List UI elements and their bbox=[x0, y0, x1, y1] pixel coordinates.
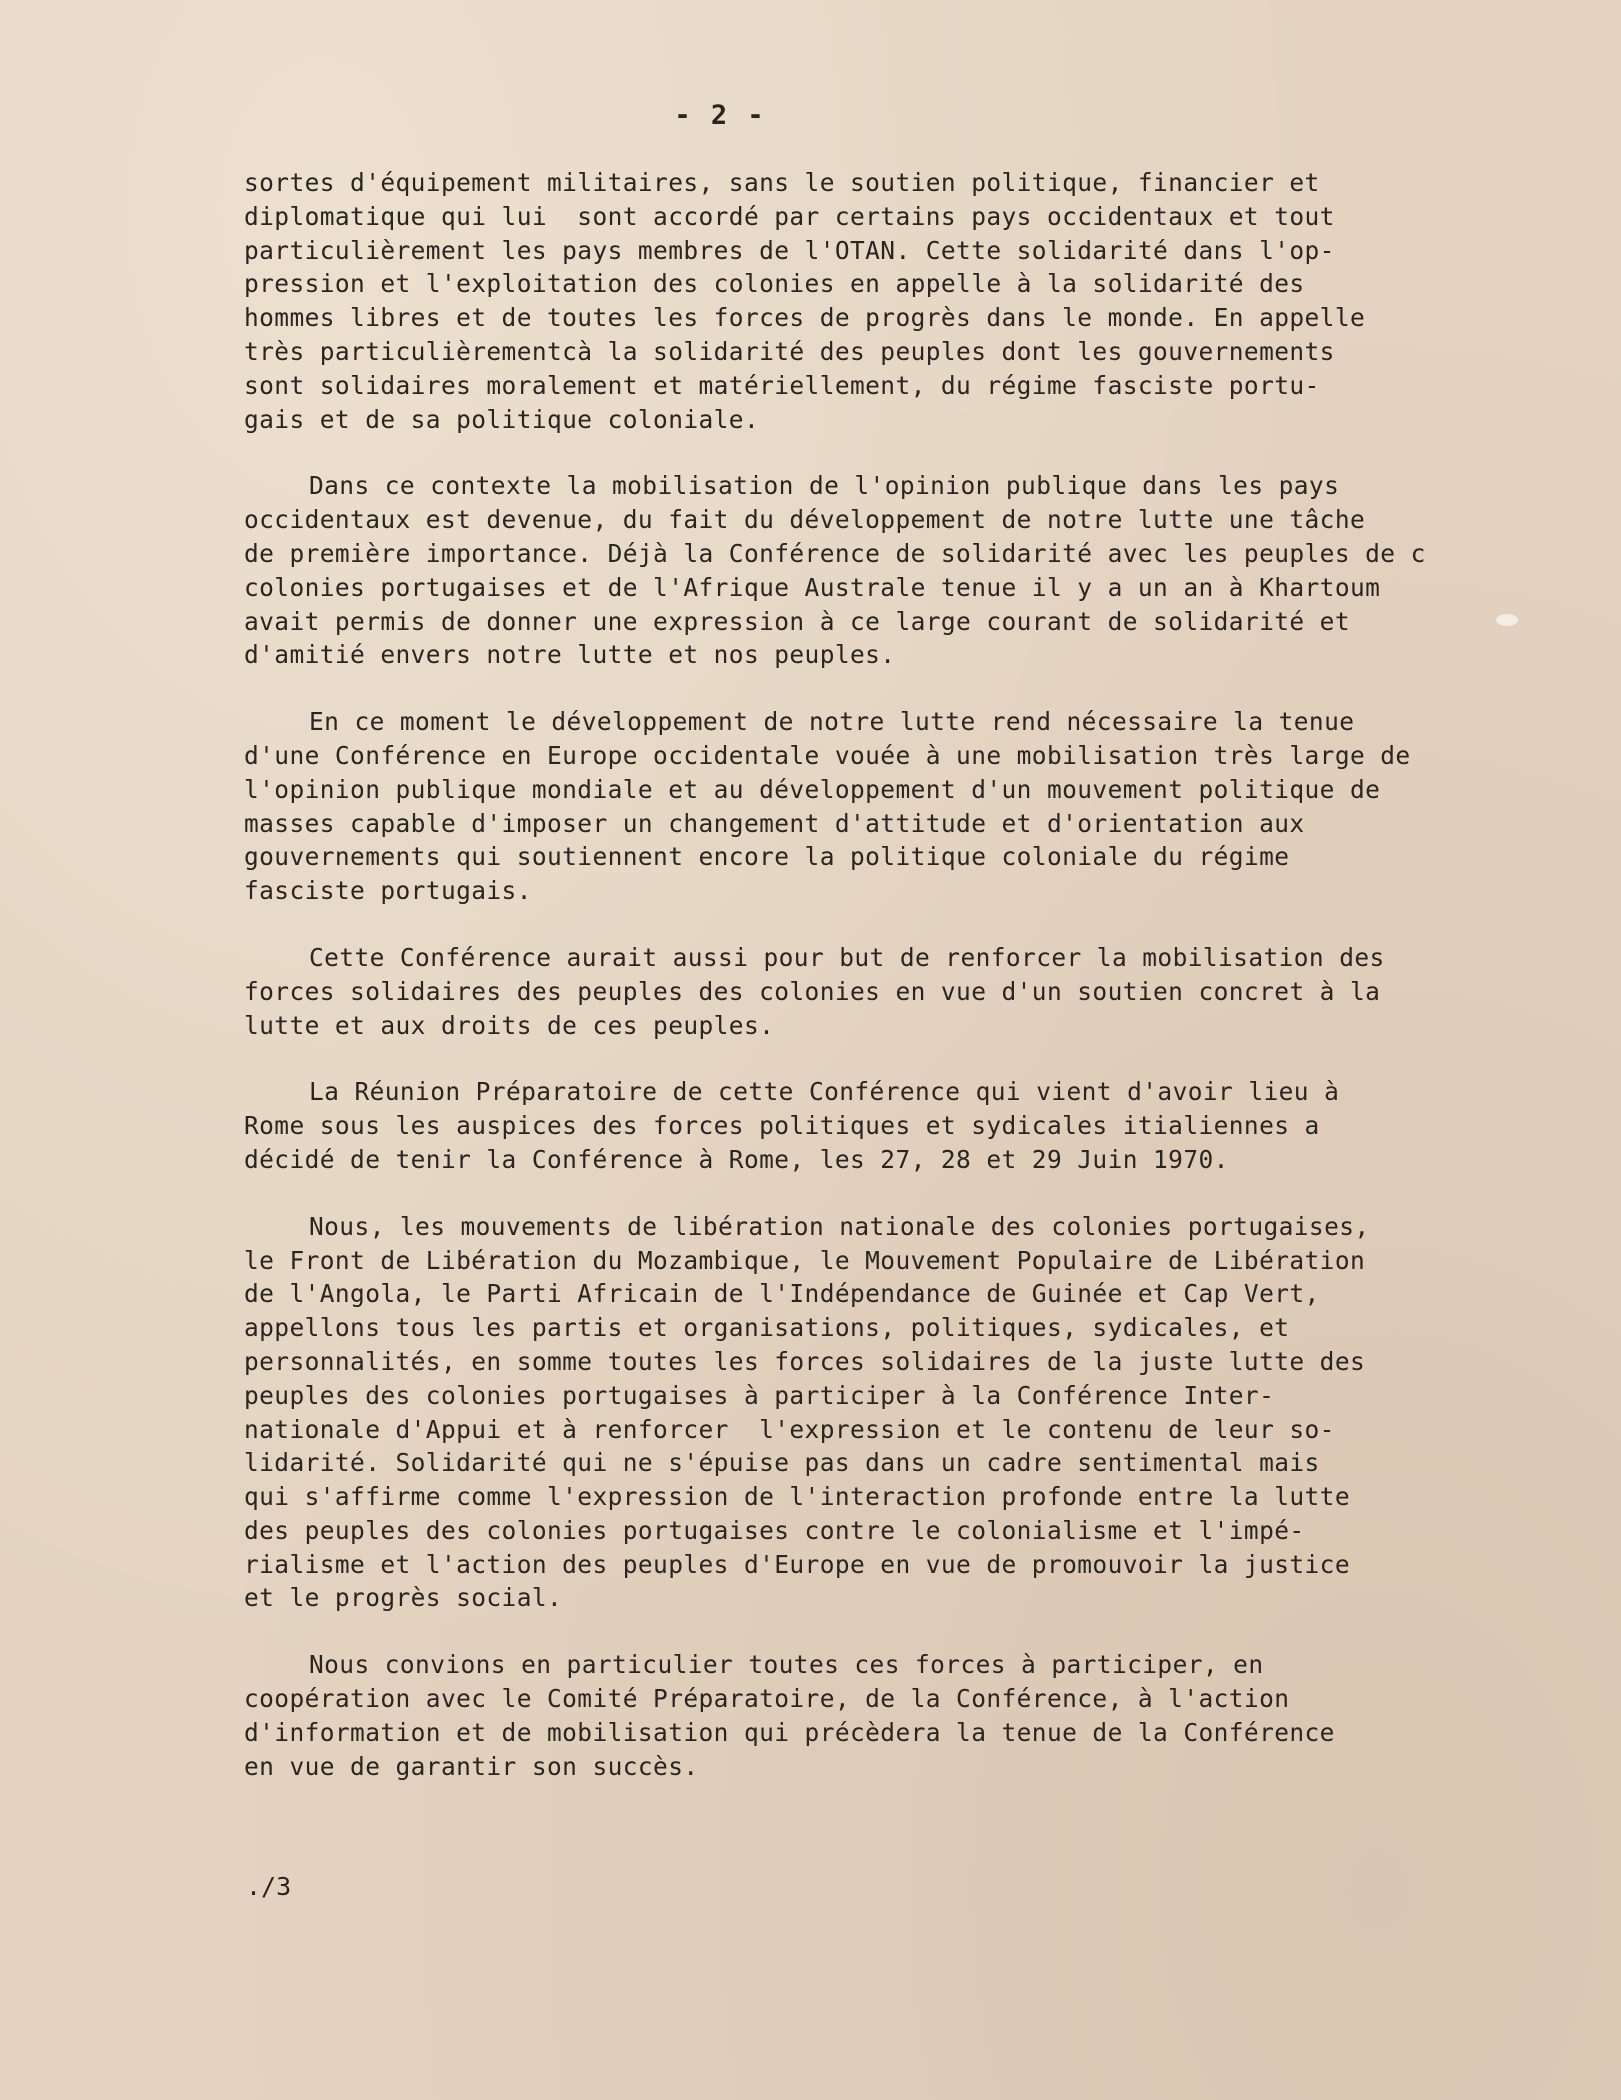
text-line: de l'Angola, le Parti Africain de l'Indépendance de Guinée et Cap Vert, bbox=[244, 1279, 1320, 1309]
text-line: diplomatique qui lui sont accordé par certains pays occidentaux et tout bbox=[244, 201, 1335, 231]
text-line: le Front de Libération du Mozambique, le Mouvement Populaire de Libération bbox=[244, 1245, 1366, 1275]
paper-blemish bbox=[1496, 614, 1518, 626]
text-line: Rome sous les auspices des forces politiques et sydicales itialiennes a bbox=[244, 1111, 1320, 1141]
text-line: colonies portugaises et de l'Afrique Australe tenue il y a un an à Khartoum bbox=[244, 572, 1381, 602]
text-line: Nous, les mouvements de libération nationale des colonies portugaises, bbox=[309, 1211, 1370, 1241]
text-line: avait permis de donner une expression à ce large courant de solidarité et bbox=[244, 606, 1350, 636]
text-line: qui s'affirme comme l'expression de l'interaction profonde entre la lutte bbox=[244, 1482, 1350, 1512]
text-line: occidentaux est devenue, du fait du développement de notre lutte une tâche bbox=[244, 505, 1366, 535]
paragraph bbox=[244, 1648, 1544, 1783]
paragraph bbox=[244, 1075, 1544, 1176]
text-line: Dans ce contexte la mobilisation de l'opinion publique dans les pays bbox=[309, 471, 1340, 501]
text-line: de première importance. Déjà la Conférence de solidarité avec les peuples de c bbox=[244, 538, 1426, 568]
text-line: très particulièrementcà la solidarité des peuples dont les gouvernements bbox=[244, 336, 1335, 366]
text-line: décidé de tenir la Conférence à Rome, les 27, 28 et 29 Juin 1970. bbox=[244, 1144, 1229, 1174]
text-line: sortes d'équipement militaires, sans le soutien politique, financier et bbox=[244, 168, 1320, 197]
text-line: sont solidaires moralement et matériellement, du régime fasciste portu- bbox=[244, 370, 1320, 400]
text-line: peuples des colonies portugaises à participer à la Conférence Inter- bbox=[244, 1380, 1275, 1410]
text-line: personnalités, en somme toutes les forces solidaires de la juste lutte des bbox=[244, 1346, 1366, 1376]
paragraph bbox=[244, 705, 1544, 908]
text-line: Nous convions en particulier toutes ces forces à participer, en bbox=[309, 1650, 1264, 1680]
text-line: gais et de sa politique coloniale. bbox=[244, 404, 760, 434]
paragraph bbox=[244, 1210, 1544, 1616]
text-line: La Réunion Préparatoire de cette Conférence qui vient d'avoir lieu à bbox=[309, 1077, 1340, 1107]
text-line: fasciste portugais. bbox=[244, 876, 532, 906]
text-line: lutte et aux droits de ces peuples. bbox=[244, 1010, 775, 1040]
text-line: gouvernements qui soutiennent encore la politique coloniale du régime bbox=[244, 842, 1290, 872]
document-body bbox=[244, 166, 1544, 1816]
text-line: pression et l'exploitation des colonies en appelle à la solidarité des bbox=[244, 269, 1305, 299]
text-line: coopération avec le Comité Préparatoire, de la Conférence, à l'action bbox=[244, 1684, 1290, 1714]
text-line: d'information et de mobilisation qui précèdera la tenue de la Conférence bbox=[244, 1717, 1335, 1747]
continuation-marker: ./3 bbox=[246, 1872, 292, 1901]
text-line: forces solidaires des peuples des colonies en vue d'un soutien concret à la bbox=[244, 976, 1381, 1006]
text-line: masses capable d'imposer un changement d'attitude et d'orientation aux bbox=[244, 808, 1305, 838]
paragraph bbox=[244, 166, 1544, 436]
text-line: d'une Conférence en Europe occidentale vouée à une mobilisation très large de bbox=[244, 740, 1411, 770]
paragraph bbox=[244, 941, 1544, 1042]
paragraph bbox=[244, 469, 1544, 672]
text-line: hommes libres et de toutes les forces de progrès dans le monde. En appelle bbox=[244, 303, 1366, 333]
text-line: en vue de garantir son succès. bbox=[244, 1751, 699, 1781]
text-line: et le progrès social. bbox=[244, 1583, 563, 1613]
text-line: nationale d'Appui et à renforcer l'expression et le contenu de leur so- bbox=[244, 1414, 1335, 1444]
text-line: appellons tous les partis et organisations, politiques, sydicales, et bbox=[244, 1313, 1290, 1343]
text-line: En ce moment le développement de notre lutte rend nécessaire la tenue bbox=[309, 707, 1355, 737]
text-line: lidarité. Solidarité qui ne s'épuise pas dans un cadre sentimental mais bbox=[244, 1448, 1320, 1478]
page-number: - 2 - bbox=[674, 100, 766, 131]
text-line: l'opinion publique mondiale et au développement d'un mouvement politique de bbox=[244, 774, 1381, 804]
text-line: particulièrement les pays membres de l'OTAN. Cette solidarité dans l'op- bbox=[244, 235, 1335, 265]
text-line: rialisme et l'action des peuples d'Europe en vue de promouvoir la justice bbox=[244, 1549, 1350, 1579]
text-line: Cette Conférence aurait aussi pour but de renforcer la mobilisation des bbox=[309, 942, 1385, 972]
text-line: des peuples des colonies portugaises contre le colonialisme et l'impé- bbox=[244, 1515, 1305, 1545]
text-line: d'amitié envers notre lutte et nos peuples. bbox=[244, 640, 896, 670]
